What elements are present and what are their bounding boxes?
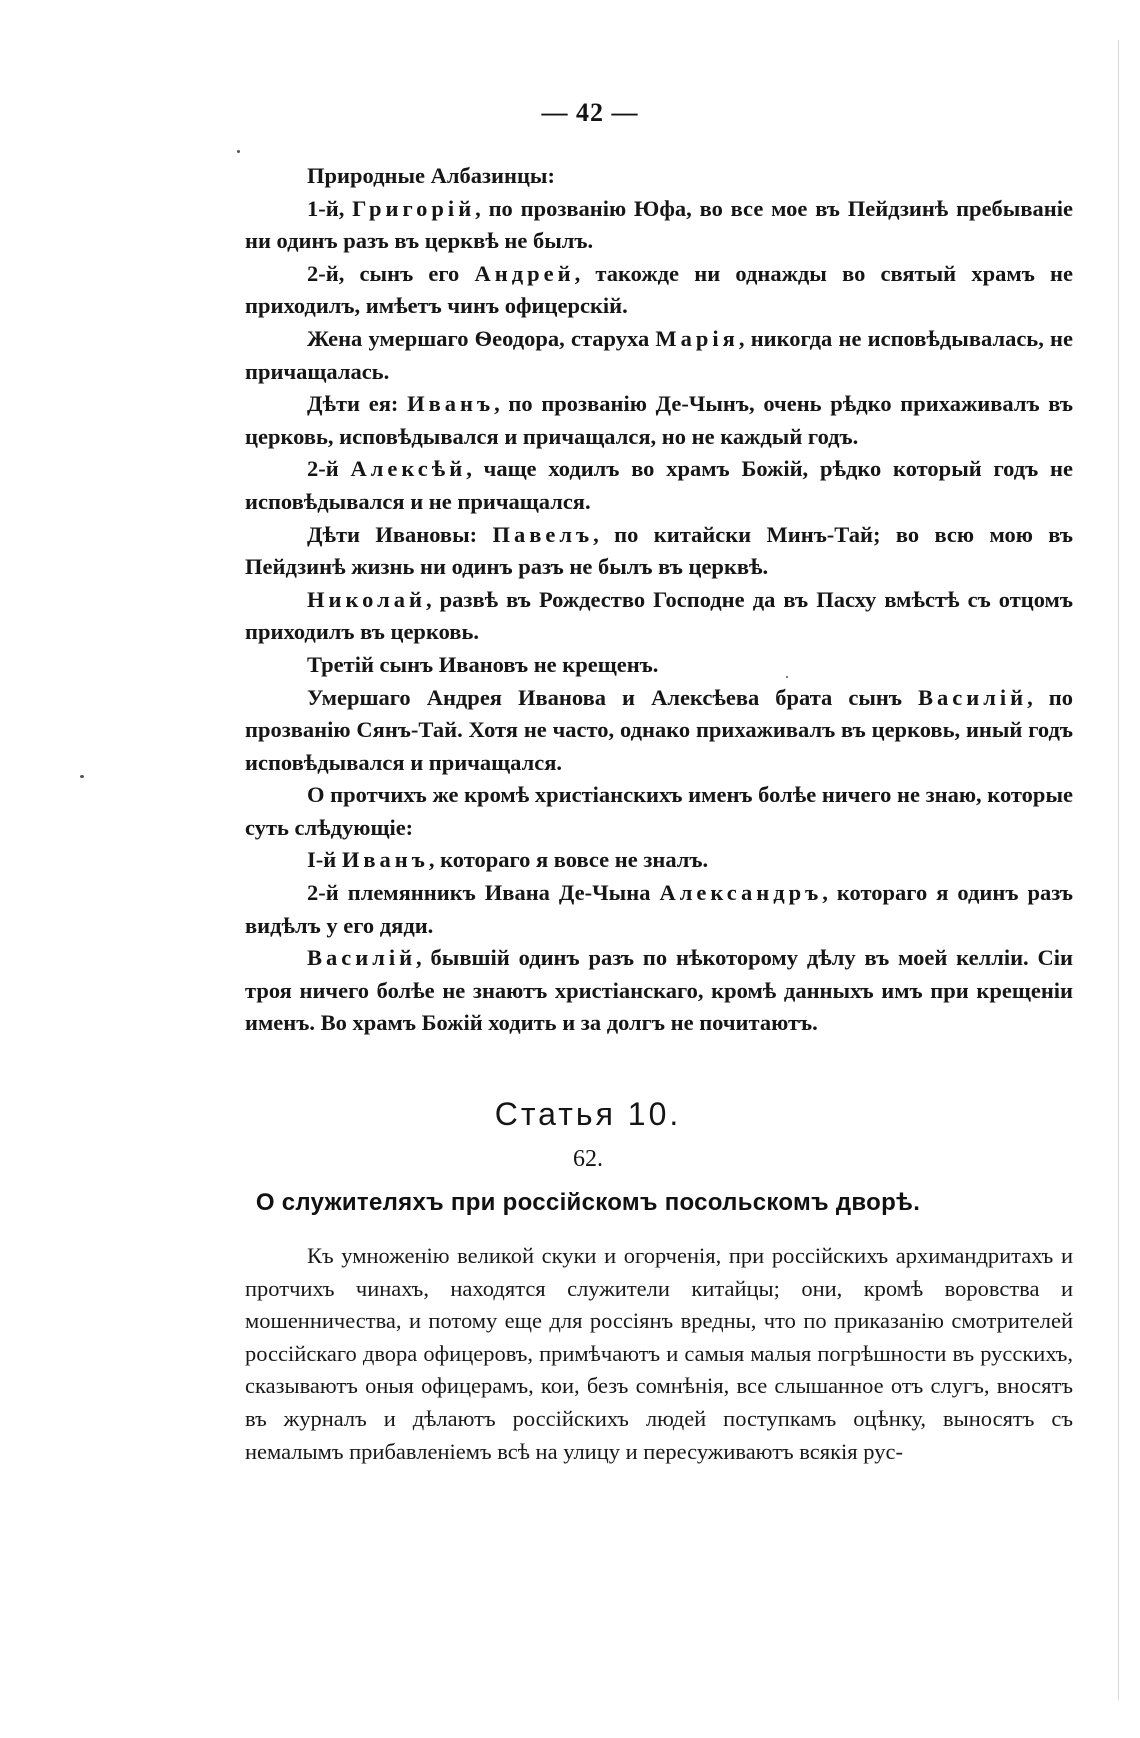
main-text [245, 160, 1073, 1040]
paragraph-text: , такожде ни однажды во святый храмъ не приходилъ, имѣетъ чинъ офицерскій. [245, 260, 1073, 319]
article-number: 62. [573, 1146, 603, 1172]
paragraph-text: Третій сынъ Ивановъ не крещенъ. [307, 651, 659, 677]
paragraph [245, 844, 1073, 877]
paragraph-text: Жена умершаго Ѳеодора, старуха [307, 325, 656, 351]
section-subheading: Природные Албазинцы: [307, 163, 555, 188]
paragraph [245, 519, 1073, 584]
paragraph-text: 2-й племянникъ Ивана Де-Чына [307, 880, 660, 906]
paragraph-text: , по прозванію Сянъ-Тай. Хотя не часто, однако прихаживалъ въ церковь, иный годъ исповѣдывался и причащался. [245, 684, 1073, 775]
paragraph-text: 1-й, [307, 195, 353, 221]
paragraph [245, 258, 1073, 323]
spaced-name: Иванъ [341, 847, 429, 873]
paragraph [245, 323, 1073, 388]
paragraph [245, 779, 1073, 844]
paragraph-text: , котораго я вовсе не зналъ. [428, 847, 709, 873]
paragraph [245, 682, 1073, 780]
paper-speck [237, 150, 240, 153]
paragraph-text: , по китайски Минъ-Тай; во всю мою въ Пейдзинѣ жизнь ни одинъ разъ не былъ въ церквѣ. [245, 521, 1074, 580]
spaced-name: Павелъ [492, 521, 594, 547]
spaced-name: Василій [918, 684, 1028, 710]
paragraph [245, 942, 1073, 1040]
paragraph-text: , бывшій одинъ разъ по нѣкоторому дѣлу въ моей келліи. Сіи троя ничего болѣе не знаютъ христіанскаго, кромѣ данныхъ имъ при крещеніи именъ. Во храмъ Божій ходить и за долгъ не почитаютъ. [245, 945, 1073, 1036]
spaced-name: Василій [307, 945, 417, 971]
paragraph-text: Умершаго Андрея Иванова и Алексѣева брата сынъ [307, 684, 919, 710]
paragraph-text: I-й [307, 847, 342, 873]
paragraph-text: , никогда не исповѣдывалась, не причащалась. [245, 325, 1073, 384]
paragraph-text: Дѣти Ивановы: [307, 521, 493, 547]
spaced-name: Александръ [659, 880, 823, 906]
paragraph [245, 877, 1073, 942]
article-body [245, 1240, 1073, 1468]
spaced-name: Григорій [352, 195, 476, 221]
page-number: — 42 — [541, 98, 639, 127]
paragraph-text: , развѣ въ Рождество Господне да въ Пасху вмѣстѣ съ отцомъ приходилъ въ церковь. [245, 586, 1073, 645]
paragraph-text: 2-й [307, 456, 351, 482]
paragraph-text: , по прозванію Де-Чынъ, очень рѣдко прихаживалъ въ церковь, исповѣдывался и причащался, но не каждый годъ. [245, 391, 1073, 449]
spaced-name: Марія [655, 325, 739, 351]
paragraph [245, 649, 1073, 682]
page-edge-line [1118, 40, 1119, 1700]
paragraph [245, 453, 1073, 518]
article-title: Статья 10. [494, 1096, 682, 1132]
spaced-name: Николай [307, 586, 426, 612]
paper-speck [80, 775, 84, 778]
spaced-name: Андрей [474, 260, 575, 286]
paragraph-text: 2-й, сынъ его [307, 260, 475, 286]
paragraph [245, 193, 1073, 258]
paragraph-text: Дѣти ея: [307, 391, 408, 417]
paragraph-text: , по прозванію Юфа, во все мое въ Пейдзинѣ пребываніе ни одинъ разъ въ церквѣ не былъ. [245, 195, 1073, 254]
paragraph [245, 584, 1073, 649]
paragraph-text: , чаще ходилъ во храмъ Божій, рѣдко который годъ не исповѣдывался и не причащался. [245, 456, 1073, 514]
paragraph [245, 388, 1073, 453]
spaced-name: Иванъ [407, 391, 495, 417]
paragraph-text: О протчихъ же кромѣ христіанскихъ именъ болѣе ничего не знаю, которые суть слѣдующіе: [245, 782, 1073, 840]
spaced-name: Алексѣй [350, 456, 467, 482]
article-paragraph: Къ умноженію великой скуки и огорченія, при россійскихъ архимандритахъ и протчихъ чинахъ, находятся служители китайцы; они, кромѣ воровства и мошенничества, и потому еще для россіянъ вредны, что по приказанію смотрителей россійскаго двора офицеровъ, примѣчаютъ и самыя малыя погрѣшности въ русскихъ, сказываютъ оныя офицерамъ, кои, безъ сомнѣнія, все слышанное отъ слугъ, вносятъ въ журналъ и дѣлаютъ россійскихъ людей поступкамъ оцѣнку, выносятъ съ немалымъ прибавленіемъ всѣ на улицу и пересуживаютъ всякія рус- [245, 1243, 1073, 1464]
paragraph-text: , котораго я одинъ разъ видѣлъ у его дяди. [245, 880, 1073, 938]
paragraph-list [245, 193, 1073, 1040]
article-heading: О служителяхъ при россійскомъ посольскомъ дворѣ. [255, 1189, 921, 1216]
